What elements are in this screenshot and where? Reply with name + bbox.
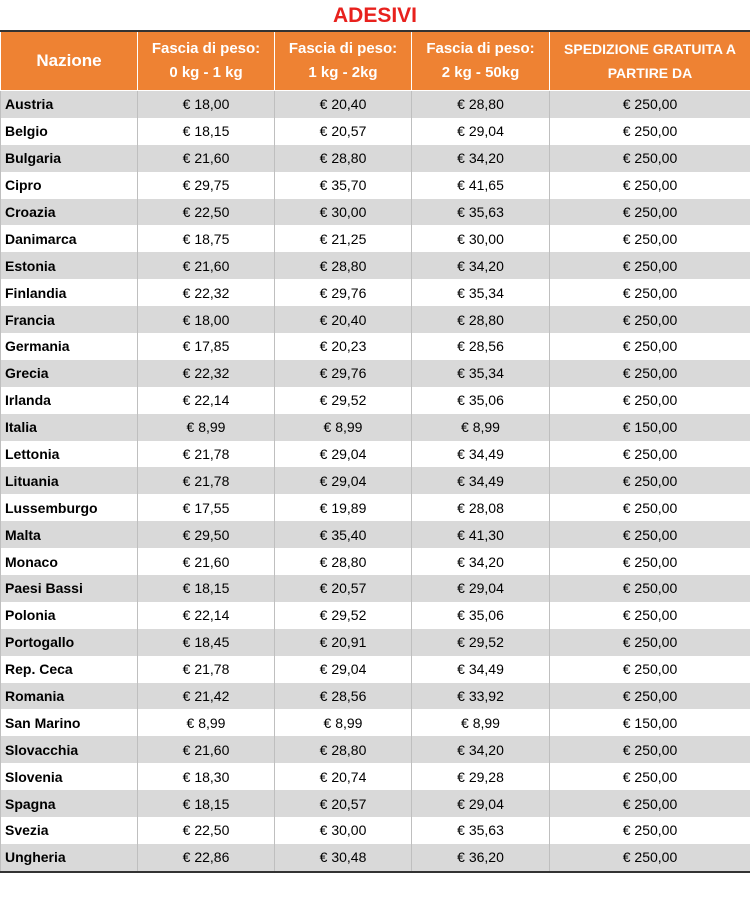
header-weight-label: Fascia di peso: bbox=[288, 40, 398, 57]
price-0-1kg-cell: € 21,42 bbox=[138, 683, 275, 710]
price-2-50kg-cell: € 34,49 bbox=[412, 656, 550, 683]
country-cell: Polonia bbox=[1, 602, 138, 629]
price-2-50kg-cell: € 34,20 bbox=[412, 736, 550, 763]
free-shipping-threshold-cell: € 250,00 bbox=[550, 683, 750, 710]
free-shipping-threshold-cell: € 150,00 bbox=[550, 414, 750, 441]
free-shipping-threshold-cell: € 250,00 bbox=[550, 145, 750, 172]
country-cell: Danimarca bbox=[1, 225, 138, 252]
price-0-1kg-cell: € 22,14 bbox=[138, 387, 275, 414]
free-shipping-threshold-cell: € 250,00 bbox=[550, 602, 750, 629]
price-1-2kg-cell: € 8,99 bbox=[275, 414, 412, 441]
country-cell: Irlanda bbox=[1, 387, 138, 414]
price-0-1kg-cell: € 18,15 bbox=[138, 790, 275, 817]
table-row bbox=[1, 817, 750, 844]
free-shipping-threshold-cell: € 250,00 bbox=[550, 199, 750, 226]
price-1-2kg-cell: € 28,56 bbox=[275, 683, 412, 710]
price-2-50kg-cell: € 29,28 bbox=[412, 763, 550, 790]
price-1-2kg-cell: € 20,40 bbox=[275, 306, 412, 333]
price-2-50kg-cell: € 35,34 bbox=[412, 279, 550, 306]
header-nation: Nazione bbox=[1, 31, 138, 91]
header-free-shipping-line1: SPEDIZIONE GRATUITA A bbox=[564, 41, 736, 57]
price-2-50kg-cell: € 28,08 bbox=[412, 494, 550, 521]
free-shipping-threshold-cell: € 250,00 bbox=[550, 521, 750, 548]
table-row bbox=[1, 790, 750, 817]
free-shipping-threshold-cell: € 250,00 bbox=[550, 333, 750, 360]
price-2-50kg-cell: € 35,34 bbox=[412, 360, 550, 387]
free-shipping-threshold-cell: € 250,00 bbox=[550, 252, 750, 279]
price-0-1kg-cell: € 21,60 bbox=[138, 736, 275, 763]
price-0-1kg-cell: € 17,85 bbox=[138, 333, 275, 360]
table-row bbox=[1, 225, 750, 252]
country-cell: Ungheria bbox=[1, 844, 138, 872]
price-0-1kg-cell: € 29,75 bbox=[138, 172, 275, 199]
country-cell: Lituania bbox=[1, 467, 138, 494]
country-cell: Malta bbox=[1, 521, 138, 548]
country-cell: Estonia bbox=[1, 252, 138, 279]
table-row bbox=[1, 441, 750, 468]
price-2-50kg-cell: € 29,04 bbox=[412, 118, 550, 145]
price-1-2kg-cell: € 30,48 bbox=[275, 844, 412, 872]
price-1-2kg-cell: € 20,57 bbox=[275, 575, 412, 602]
price-2-50kg-cell: € 28,80 bbox=[412, 306, 550, 333]
price-1-2kg-cell: € 20,57 bbox=[275, 118, 412, 145]
price-0-1kg-cell: € 29,50 bbox=[138, 521, 275, 548]
price-2-50kg-cell: € 34,49 bbox=[412, 441, 550, 468]
price-0-1kg-cell: € 18,00 bbox=[138, 306, 275, 333]
price-2-50kg-cell: € 34,20 bbox=[412, 252, 550, 279]
country-cell: Portogallo bbox=[1, 629, 138, 656]
price-2-50kg-cell: € 33,92 bbox=[412, 683, 550, 710]
price-2-50kg-cell: € 41,65 bbox=[412, 172, 550, 199]
country-cell: Paesi Bassi bbox=[1, 575, 138, 602]
price-0-1kg-cell: € 18,00 bbox=[138, 91, 275, 118]
country-cell: Lettonia bbox=[1, 441, 138, 468]
country-cell: Lussemburgo bbox=[1, 494, 138, 521]
price-0-1kg-cell: € 22,32 bbox=[138, 360, 275, 387]
price-1-2kg-cell: € 30,00 bbox=[275, 817, 412, 844]
country-cell: Germania bbox=[1, 333, 138, 360]
header-weight-label: Fascia di peso: bbox=[426, 40, 535, 57]
table-row bbox=[1, 548, 750, 575]
free-shipping-threshold-cell: € 250,00 bbox=[550, 172, 750, 199]
header-free-shipping-line2: PARTIRE DA bbox=[607, 65, 693, 81]
country-cell: Bulgaria bbox=[1, 145, 138, 172]
table-row bbox=[1, 172, 750, 199]
price-2-50kg-cell: € 41,30 bbox=[412, 521, 550, 548]
country-cell: Finlandia bbox=[1, 279, 138, 306]
country-cell: Austria bbox=[1, 91, 138, 118]
free-shipping-threshold-cell: € 250,00 bbox=[550, 656, 750, 683]
price-2-50kg-cell: € 28,56 bbox=[412, 333, 550, 360]
country-cell: Spagna bbox=[1, 790, 138, 817]
shipping-rates-table bbox=[0, 30, 750, 873]
price-1-2kg-cell: € 28,80 bbox=[275, 736, 412, 763]
table-row bbox=[1, 736, 750, 763]
price-2-50kg-cell: € 28,80 bbox=[412, 91, 550, 118]
price-0-1kg-cell: € 17,55 bbox=[138, 494, 275, 521]
country-cell: Grecia bbox=[1, 360, 138, 387]
table-row bbox=[1, 306, 750, 333]
free-shipping-threshold-cell: € 250,00 bbox=[550, 629, 750, 656]
country-cell: Svezia bbox=[1, 817, 138, 844]
header-weight-label: Fascia di peso: bbox=[151, 40, 261, 57]
table-row bbox=[1, 387, 750, 414]
table-body bbox=[1, 91, 750, 872]
table-row bbox=[1, 521, 750, 548]
table-row bbox=[1, 709, 750, 736]
table-row bbox=[1, 252, 750, 279]
free-shipping-threshold-cell: € 250,00 bbox=[550, 467, 750, 494]
header-weight-range: 2 kg - 50kg bbox=[441, 64, 520, 81]
price-0-1kg-cell: € 21,78 bbox=[138, 656, 275, 683]
table-row bbox=[1, 602, 750, 629]
free-shipping-threshold-cell: € 250,00 bbox=[550, 279, 750, 306]
free-shipping-threshold-cell: € 250,00 bbox=[550, 548, 750, 575]
country-cell: Croazia bbox=[1, 199, 138, 226]
country-cell: Romania bbox=[1, 683, 138, 710]
price-2-50kg-cell: € 36,20 bbox=[412, 844, 550, 872]
price-1-2kg-cell: € 29,04 bbox=[275, 467, 412, 494]
free-shipping-threshold-cell: € 250,00 bbox=[550, 763, 750, 790]
price-1-2kg-cell: € 35,40 bbox=[275, 521, 412, 548]
price-0-1kg-cell: € 22,50 bbox=[138, 817, 275, 844]
table-row bbox=[1, 494, 750, 521]
price-0-1kg-cell: € 18,45 bbox=[138, 629, 275, 656]
free-shipping-threshold-cell: € 150,00 bbox=[550, 709, 750, 736]
price-2-50kg-cell: € 35,63 bbox=[412, 817, 550, 844]
price-1-2kg-cell: € 8,99 bbox=[275, 709, 412, 736]
price-1-2kg-cell: € 29,52 bbox=[275, 602, 412, 629]
country-cell: Slovenia bbox=[1, 763, 138, 790]
free-shipping-threshold-cell: € 250,00 bbox=[550, 575, 750, 602]
price-0-1kg-cell: € 18,15 bbox=[138, 575, 275, 602]
price-0-1kg-cell: € 22,50 bbox=[138, 199, 275, 226]
country-cell: Cipro bbox=[1, 172, 138, 199]
price-1-2kg-cell: € 28,80 bbox=[275, 252, 412, 279]
free-shipping-threshold-cell: € 250,00 bbox=[550, 118, 750, 145]
country-cell: San Marino bbox=[1, 709, 138, 736]
price-2-50kg-cell: € 8,99 bbox=[412, 709, 550, 736]
price-1-2kg-cell: € 20,40 bbox=[275, 91, 412, 118]
header-weight-range: 0 kg - 1 kg bbox=[169, 64, 243, 81]
country-cell: Rep. Ceca bbox=[1, 656, 138, 683]
header-free-shipping bbox=[550, 31, 750, 91]
table-row bbox=[1, 844, 750, 872]
country-cell: Monaco bbox=[1, 548, 138, 575]
table-row bbox=[1, 414, 750, 441]
price-1-2kg-cell: € 28,80 bbox=[275, 145, 412, 172]
price-2-50kg-cell: € 34,20 bbox=[412, 145, 550, 172]
price-1-2kg-cell: € 20,74 bbox=[275, 763, 412, 790]
table-row bbox=[1, 91, 750, 118]
free-shipping-threshold-cell: € 250,00 bbox=[550, 736, 750, 763]
page-title: ADESIVI bbox=[332, 4, 418, 27]
price-1-2kg-cell: € 21,25 bbox=[275, 225, 412, 252]
price-1-2kg-cell: € 29,04 bbox=[275, 441, 412, 468]
price-1-2kg-cell: € 28,80 bbox=[275, 548, 412, 575]
price-1-2kg-cell: € 19,89 bbox=[275, 494, 412, 521]
table-row bbox=[1, 467, 750, 494]
country-cell: Francia bbox=[1, 306, 138, 333]
price-1-2kg-cell: € 29,76 bbox=[275, 279, 412, 306]
price-0-1kg-cell: € 8,99 bbox=[138, 414, 275, 441]
price-1-2kg-cell: € 30,00 bbox=[275, 199, 412, 226]
price-2-50kg-cell: € 34,20 bbox=[412, 548, 550, 575]
price-1-2kg-cell: € 20,23 bbox=[275, 333, 412, 360]
price-1-2kg-cell: € 29,04 bbox=[275, 656, 412, 683]
table-row bbox=[1, 629, 750, 656]
table-row bbox=[1, 360, 750, 387]
price-0-1kg-cell: € 8,99 bbox=[138, 709, 275, 736]
free-shipping-threshold-cell: € 250,00 bbox=[550, 494, 750, 521]
table-row bbox=[1, 683, 750, 710]
table-row bbox=[1, 656, 750, 683]
free-shipping-threshold-cell: € 250,00 bbox=[550, 441, 750, 468]
free-shipping-threshold-cell: € 250,00 bbox=[550, 360, 750, 387]
country-cell: Belgio bbox=[1, 118, 138, 145]
header-weight-2-50 bbox=[412, 31, 550, 91]
header-weight-range: 1 kg - 2kg bbox=[308, 64, 378, 81]
table-row bbox=[1, 763, 750, 790]
price-1-2kg-cell: € 29,76 bbox=[275, 360, 412, 387]
free-shipping-threshold-cell: € 250,00 bbox=[550, 225, 750, 252]
free-shipping-threshold-cell: € 250,00 bbox=[550, 306, 750, 333]
table-row bbox=[1, 575, 750, 602]
price-0-1kg-cell: € 21,60 bbox=[138, 548, 275, 575]
country-cell: Slovacchia bbox=[1, 736, 138, 763]
price-2-50kg-cell: € 35,63 bbox=[412, 199, 550, 226]
free-shipping-threshold-cell: € 250,00 bbox=[550, 817, 750, 844]
price-2-50kg-cell: € 30,00 bbox=[412, 225, 550, 252]
price-0-1kg-cell: € 21,60 bbox=[138, 145, 275, 172]
free-shipping-threshold-cell: € 250,00 bbox=[550, 844, 750, 872]
price-0-1kg-cell: € 22,32 bbox=[138, 279, 275, 306]
price-0-1kg-cell: € 18,15 bbox=[138, 118, 275, 145]
price-2-50kg-cell: € 8,99 bbox=[412, 414, 550, 441]
price-2-50kg-cell: € 35,06 bbox=[412, 602, 550, 629]
table-row bbox=[1, 199, 750, 226]
price-0-1kg-cell: € 18,30 bbox=[138, 763, 275, 790]
table-header-row bbox=[1, 31, 750, 91]
free-shipping-threshold-cell: € 250,00 bbox=[550, 91, 750, 118]
price-0-1kg-cell: € 18,75 bbox=[138, 225, 275, 252]
header-weight-0-1 bbox=[138, 31, 275, 91]
price-0-1kg-cell: € 22,86 bbox=[138, 844, 275, 872]
price-2-50kg-cell: € 29,04 bbox=[412, 790, 550, 817]
price-0-1kg-cell: € 21,78 bbox=[138, 467, 275, 494]
price-1-2kg-cell: € 35,70 bbox=[275, 172, 412, 199]
table-row bbox=[1, 279, 750, 306]
price-0-1kg-cell: € 21,60 bbox=[138, 252, 275, 279]
table-row bbox=[1, 118, 750, 145]
table-row bbox=[1, 145, 750, 172]
price-2-50kg-cell: € 35,06 bbox=[412, 387, 550, 414]
price-0-1kg-cell: € 21,78 bbox=[138, 441, 275, 468]
free-shipping-threshold-cell: € 250,00 bbox=[550, 387, 750, 414]
table-row bbox=[1, 333, 750, 360]
header-weight-1-2 bbox=[275, 31, 412, 91]
price-1-2kg-cell: € 20,91 bbox=[275, 629, 412, 656]
free-shipping-threshold-cell: € 250,00 bbox=[550, 790, 750, 817]
price-2-50kg-cell: € 29,04 bbox=[412, 575, 550, 602]
price-0-1kg-cell: € 22,14 bbox=[138, 602, 275, 629]
price-1-2kg-cell: € 20,57 bbox=[275, 790, 412, 817]
country-cell: Italia bbox=[1, 414, 138, 441]
price-2-50kg-cell: € 29,52 bbox=[412, 629, 550, 656]
price-1-2kg-cell: € 29,52 bbox=[275, 387, 412, 414]
price-2-50kg-cell: € 34,49 bbox=[412, 467, 550, 494]
